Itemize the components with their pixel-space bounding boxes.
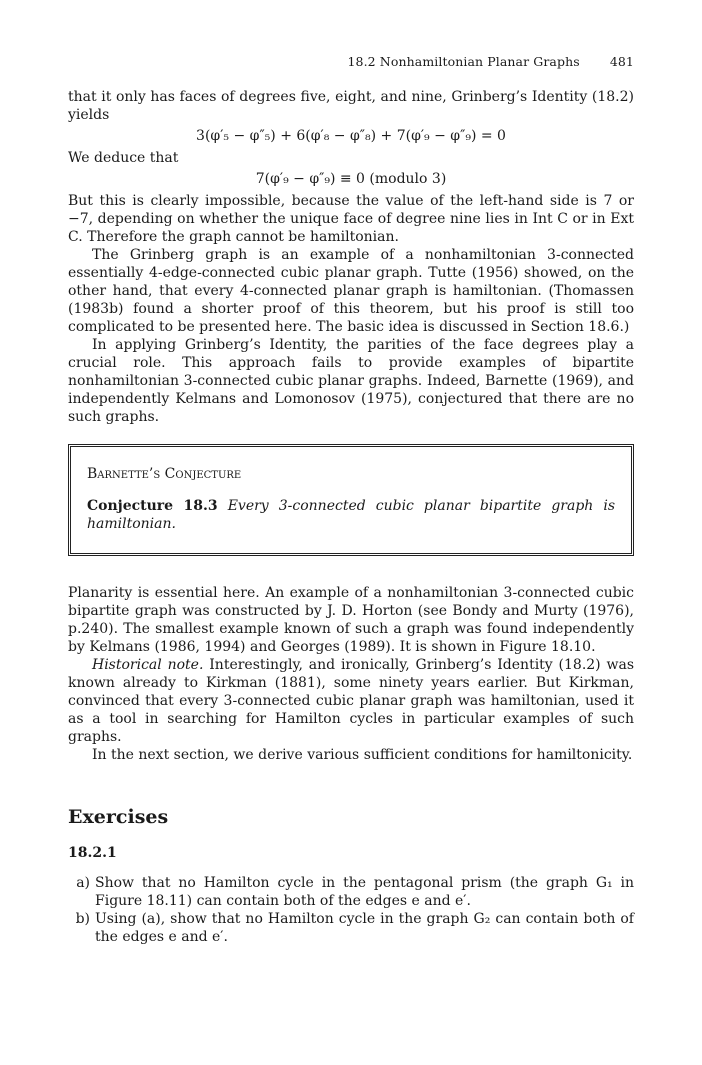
exercises-heading: Exercises [68,806,169,828]
equation-modulo: 7(φ′₉ − φ″₉) ≡ 0 (modulo 3) [255,171,447,187]
paragraph-historical-note [68,656,634,746]
exercise-number: 18.2.1 [68,845,117,861]
conjecture-box [68,444,634,556]
paragraph: We deduce that [68,150,179,166]
conjecture-box-title: Barnette’s Conjecture [87,466,242,482]
exercise-item-label: b) [75,911,90,927]
equation-grinberg: 3(φ′₅ − φ″₅) + 6(φ′₈ − φ″₈) + 7(φ′₉ − φ″₉) = 0 [196,128,506,144]
paragraph: But this is clearly impossible, because the value of the left-hand side is 7 or −7, depending on whether the unique face of degree nine lies in Int C or in Ext C. Therefore the graph cannot be hamiltonian. [68,193,634,245]
exercise-item-text: Using (a), show that no Hamilton cycle in the graph G₂ can contain both of the edges e and e′. [95,911,634,945]
page-number: 481 [609,54,634,69]
conjecture-statement [87,497,615,533]
paragraph: The Grinberg graph is an example of a nonhamiltonian 3-connected essentially 4-edge-connected cubic planar graph. Tutte (1956) showed, on the other hand, that every 4-connected planar graph is hamiltonian. (Thomassen (1983b) found a shorter proof of this theorem, but his proof is still too complicated to be presented here. The basic idea is discussed in Section 18.6.) [68,247,634,335]
paragraph: Planarity is essential here. An example of a nonhamiltonian 3-connected cubic bipartite graph was constructed by J. D. Horton (see Bondy and Murty (1976), p.240). The smallest example known of such a graph was found independently by Kelmans (1986, 1994) and Georges (1989). It is shown in Figure 18.10. [68,585,634,655]
historical-note-label: Historical note. [92,657,204,673]
page-body [68,88,634,946]
conjecture-label: Conjecture 18.3 [87,498,218,514]
section-title: 18.2 Nonhamiltonian Planar Graphs [347,54,580,69]
paragraph: that it only has faces of degrees five, eight, and nine, Grinberg’s Identity (18.2) yields [68,89,634,123]
exercise-item-text: Show that no Hamilton cycle in the pentagonal prism (the graph G₁ in Figure 18.11) can contain both of the edges e and e′. [95,875,634,909]
running-head [348,54,635,69]
conjecture-text: Every 3-connected cubic planar bipartite graph is hamiltonian. [87,498,615,532]
exercise-item-label: a) [76,875,90,891]
paragraph: In the next section, we derive various sufficient conditions for hamiltonicity. [92,747,633,763]
exercise-item [68,910,634,946]
paragraph: In applying Grinberg’s Identity, the parities of the face degrees play a crucial role. This approach fails to provide examples of bipartite nonhamiltonian 3-connected cubic planar graphs. Indeed, Barnette (1969), and independently Kelmans and Lomonosov (1975), conjectured that there are no such graphs. [68,337,634,425]
historical-note-text: Interestingly, and ironically, Grinberg’s Identity (18.2) was known already to Kirkman (1881), some ninety years earlier. But Kirkman, convinced that every 3-connected cubic planar graph was hamiltonian, used it as a tool in searching for Hamilton cycles in particular examples of such graphs. [68,657,634,745]
exercise-item [68,874,634,910]
